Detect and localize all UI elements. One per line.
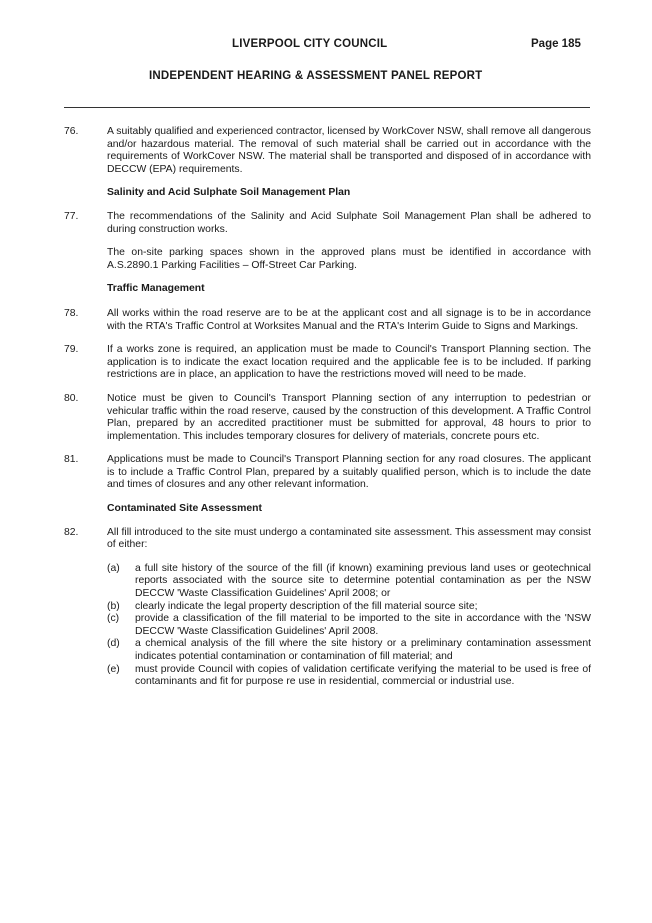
sub-item-text: a chemical analysis of the fill where the site history or a preliminary contamination assessment indicates potential contamination or contamination of fill material; and [135, 638, 591, 662]
sub-item-c [107, 613, 591, 638]
condition-number: 81. [64, 454, 79, 466]
report-title: INDEPENDENT HEARING & ASSESSMENT PANEL REPORT [149, 70, 483, 82]
condition-text: All fill introduced to the site must undergo a contaminated site assessment. This assessment may consist of either: [107, 526, 591, 551]
condition-82 [64, 527, 591, 552]
condition-text: If a works zone is required, an application must be made to Council's Transport Planning section. The application is to indicate the exact location required and the applicable fee is to be included. If parking restrictions are in place, an application to have the restrictions moved will need to be made. [107, 344, 591, 381]
sub-item-e [107, 664, 591, 689]
sub-item-text: provide a classification of the fill material to be imported to the site in accordance with the 'NSW DECCW 'Waste Classification Guidelines' April 2008. [135, 613, 591, 637]
sub-item-label: (b) [107, 600, 120, 612]
council-name: LIVERPOOL CITY COUNCIL [232, 38, 388, 50]
condition-number: 77. [64, 210, 79, 222]
parking-paragraph: The on-site parking spaces shown in the approved plans must be identified in accordance with A.S.2890.1 Parking Facilities – Off-Street Car Parking. [107, 247, 591, 271]
condition-text: The recommendations of the Salinity and Acid Sulphate Soil Management Plan shall be adhered to during construction works. [107, 210, 591, 235]
condition-text: Applications must be made to Council's Transport Planning section for any road closures. The applicant is to include a Traffic Control Plan, prepared by a suitably qualified person, which is to include the date and times of closures and any other relevant information. [107, 454, 591, 491]
section-heading-traffic: Traffic Management [107, 283, 205, 295]
sub-item-text: must provide Council with copies of validation certificate verifying the material to be used is free of contaminants and fit for purpose re use in residential, commercial or industrial use. [135, 663, 591, 688]
sub-item-text: clearly indicate the legal property description of the fill material source site; [135, 600, 478, 612]
condition-81 [64, 454, 591, 492]
condition-number: 82. [64, 526, 79, 538]
condition-79 [64, 344, 591, 382]
document-body [64, 126, 591, 689]
header-divider [64, 107, 590, 108]
section-heading-contaminated: Contaminated Site Assessment [107, 503, 262, 515]
condition-number: 80. [64, 392, 79, 404]
condition-76 [64, 126, 591, 176]
condition-80 [64, 393, 591, 443]
sub-item-label: (a) [107, 562, 120, 574]
condition-number: 78. [64, 307, 79, 319]
page-number: Page 185 [531, 38, 581, 50]
sub-item-label: (c) [107, 613, 120, 625]
sub-item-text: a full site history of the source of the fill (if known) examining previous land uses or geotechnical reports associated with the source site to determine potential contamination as per the NSW DECCW 'Waste Classification Guidelines' April 2008; or [135, 562, 591, 600]
sub-item-label: (d) [107, 638, 120, 650]
sub-item-b [107, 601, 591, 614]
condition-77 [64, 211, 591, 236]
sub-item-a [107, 563, 591, 601]
condition-78 [64, 308, 591, 333]
section-heading-salinity: Salinity and Acid Sulphate Soil Management Plan [107, 187, 351, 199]
condition-text: Notice must be given to Council's Transport Planning section of any interruption to pedestrian or vehicular traffic within the road reserve, caused by the construction of this development. A Traffic Control Plan, prepared by an accredited practitioner must be submitted for approval, 48 hours to prior to implementation. This includes temporary closures for delivery of materials, concrete pours etc. [107, 392, 591, 442]
condition-text: All works within the road reserve are to be at the applicant cost and all signage is to be in accordance with the RTA's Traffic Control at Worksites Manual and the RTA's Interim Guide to Signs and Markings. [107, 307, 591, 332]
condition-text: A suitably qualified and experienced contractor, licensed by WorkCover NSW, shall remove all dangerous and/or hazardous material. The removal of such material shall be carried out in accordance with the requirements of WorkCover NSW. The material shall be transported and disposed of in accordance with DECCW (EPA) requirements. [107, 126, 591, 175]
sub-item-label: (e) [107, 663, 120, 675]
condition-number: 76. [64, 126, 79, 137]
condition-number: 79. [64, 344, 79, 356]
sub-item-d [107, 638, 591, 663]
